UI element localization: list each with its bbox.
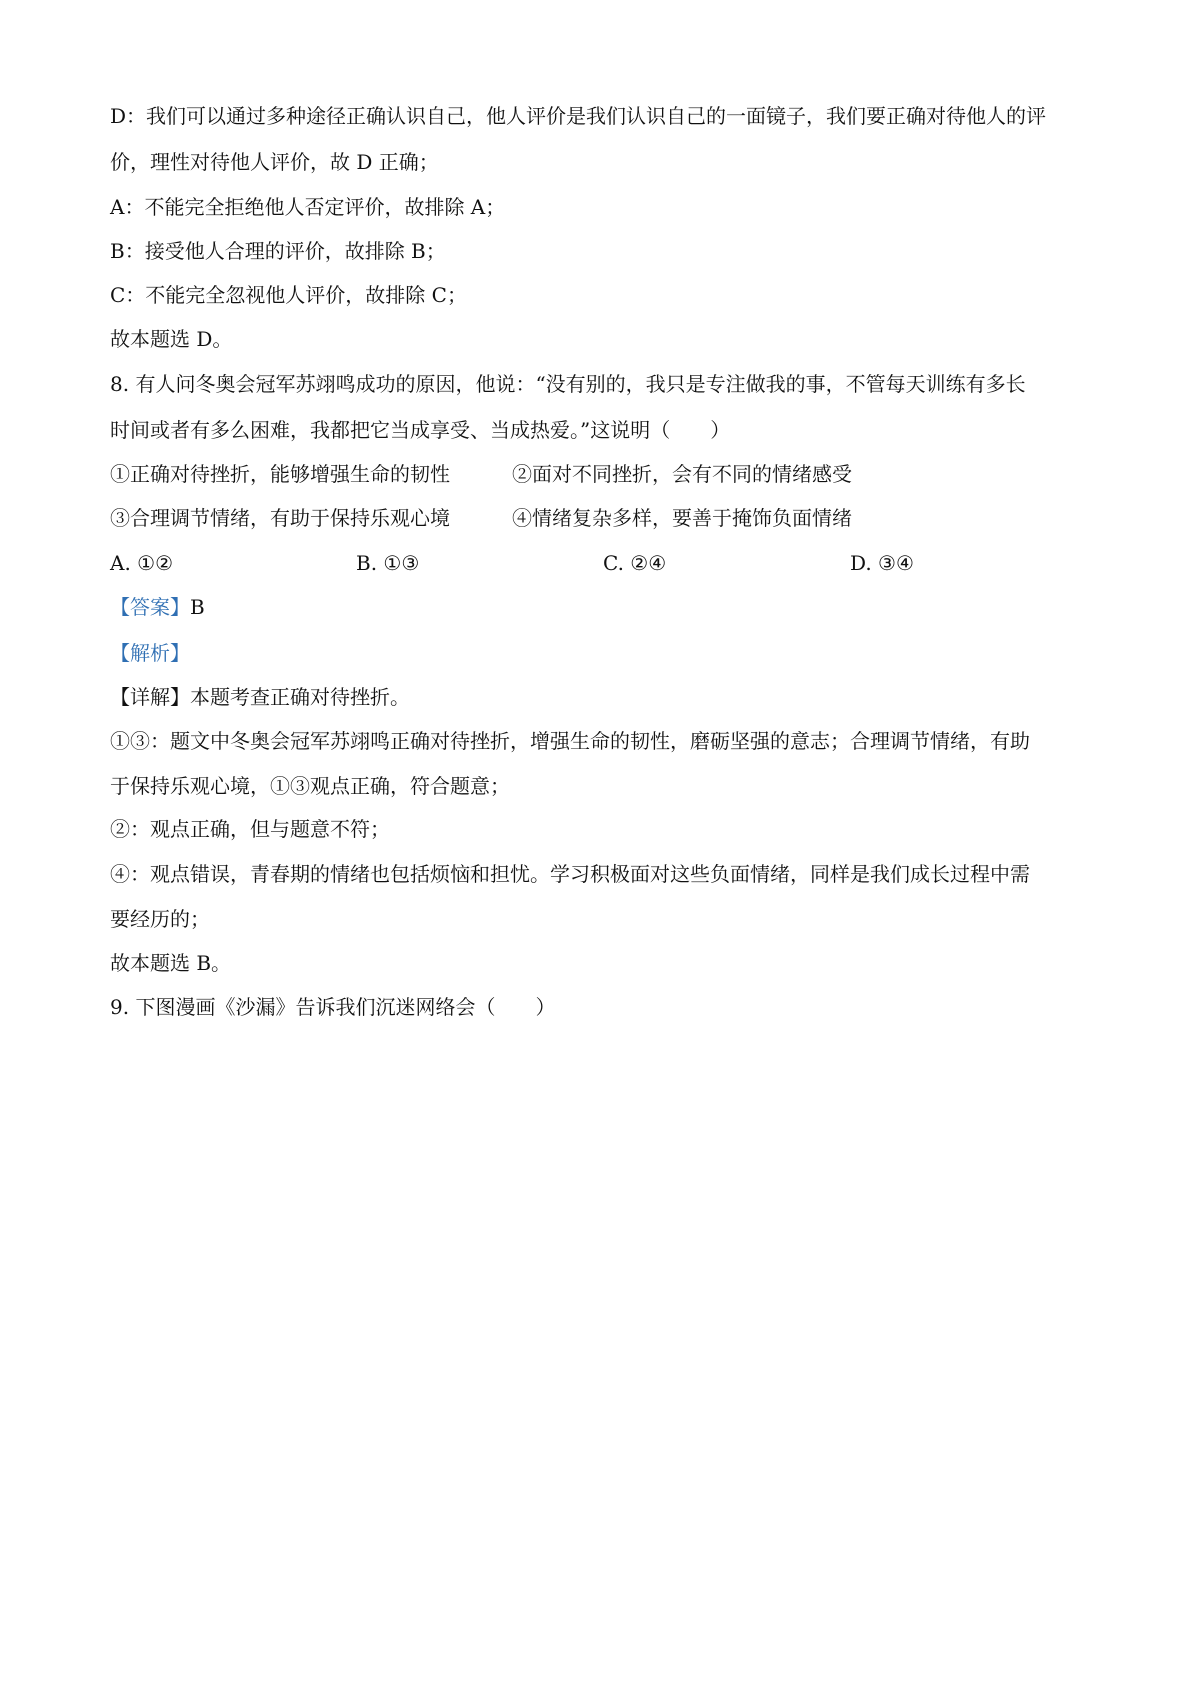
answer-value: B: [190, 595, 205, 619]
q8-explanation-2: ②：观点正确，但与题意不符；: [110, 817, 390, 841]
q8-answer: [110, 593, 205, 621]
q8-statement-1: ①正确对待挫折，能够增强生命的韧性: [110, 462, 450, 486]
prev-conclusion: 故本题选 D。: [110, 327, 233, 351]
q8-explanation-13-line1: ①③：题文中冬奥会冠军苏翊鸣正确对待挫折，增强生命的韧性，磨砺坚强的意志；合理调节情绪，有助: [110, 729, 1030, 753]
q8-stem-line2: 时间或者有多么困难，我都把它当成享受、当成热爱。”这说明（ ）: [110, 418, 731, 442]
q8-statement-4: ④情绪复杂多样，要善于掩饰负面情绪: [512, 506, 852, 530]
q8-statement-2: ②面对不同挫折，会有不同的情绪感受: [512, 462, 852, 486]
q8-option-b: B. ①③: [356, 551, 420, 575]
q8-option-a: A. ①②: [110, 551, 174, 575]
q8-analysis-tag: 【解析】: [110, 641, 190, 665]
prev-explanation-d-line1: D：我们可以通过多种途径正确认识自己，他人评价是我们认识自己的一面镜子，我们要正确对待他人的评: [110, 104, 1047, 128]
prev-explanation-b-line: B：接受他人合理的评价，故排除 B；: [110, 239, 446, 263]
prev-explanation-a-line: A：不能完全拒绝他人否定评价，故排除 A；: [110, 195, 506, 219]
q8-option-d: D. ③④: [850, 551, 914, 575]
q8-explanation-4-line2: 要经历的；: [110, 907, 210, 931]
q9-stem: 9. 下图漫画《沙漏》告诉我们沉迷网络会（ ）: [110, 995, 556, 1019]
q8-statement-3: ③合理调节情绪，有助于保持乐观心境: [110, 506, 450, 530]
answer-tag: 【答案】: [110, 595, 190, 619]
q8-explanation-4-line1: ④：观点错误，青春期的情绪也包括烦恼和担忧。学习积极面对这些负面情绪，同样是我们成长过程中需: [110, 862, 1030, 886]
q8-stem-line1: 8. 有人问冬奥会冠军苏翊鸣成功的原因，他说：“没有别的，我只是专注做我的事，不管每天训练有多长: [110, 372, 1026, 396]
q8-explanation-13-line2: 于保持乐观心境，①③观点正确，符合题意；: [110, 774, 510, 798]
q8-conclusion: 故本题选 B。: [110, 951, 232, 975]
prev-explanation-c-line: C：不能完全忽视他人评价，故排除 C；: [110, 283, 467, 307]
prev-explanation-d-line2: 价，理性对待他人评价，故 D 正确；: [110, 150, 439, 174]
q8-detail: 【详解】本题考查正确对待挫折。: [110, 685, 410, 709]
q8-option-c: C. ②④: [603, 551, 667, 575]
